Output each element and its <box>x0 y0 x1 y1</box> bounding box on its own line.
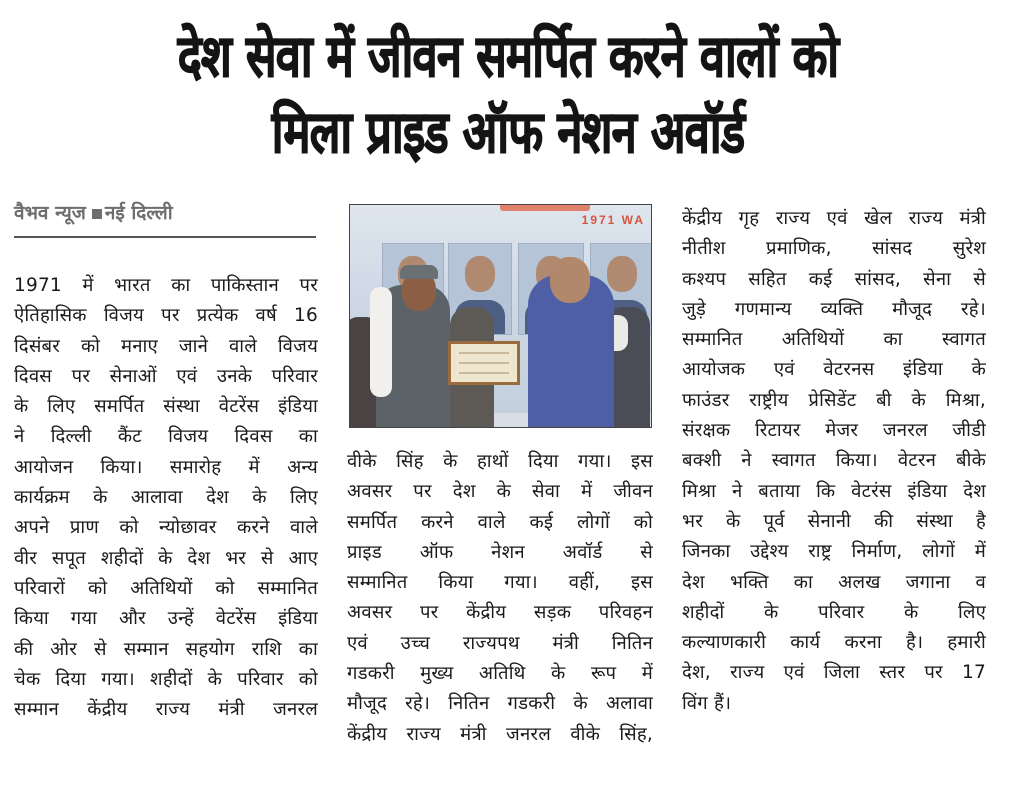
headline-line-1: देश सेवा में जीवन समर्पित करने वालों को <box>177 22 839 90</box>
text-line: बक्शी ने स्वागत किया। वेटरन बीके <box>682 450 986 472</box>
headline-line-2: मिला प्राइड ऑफ नेशन अवॉर्ड <box>271 98 745 166</box>
text-line: आयोजक एवं वेटरनस इंडिया के <box>682 359 986 381</box>
text-line: के लिए समर्पित संस्था वेटरेंस इंडिया <box>14 396 318 418</box>
text-line: जुड़े गणमान्य व्यक्ति मौजूद रहे। <box>682 298 986 320</box>
text-line: किया गया और उन्हें वेटरेंस इंडिया <box>14 608 318 630</box>
text-line: दिवस पर सेनाओं एवं उनके परिवार <box>14 365 318 387</box>
text-line: ने दिल्ली कैंट विजय दिवस का <box>14 426 318 448</box>
text-line: जिनका उद्देश्य राष्ट्र निर्माण, लोगों में <box>682 541 986 563</box>
text-line: आयोजन किया। समारोह में अन्य <box>14 456 318 478</box>
text-line: देश भक्ति का अलख जगाना व <box>682 571 986 593</box>
text-line: 1971 में भारत का पाकिस्तान पर <box>14 275 318 296</box>
text-line: संरक्षक रिटायर मेजर जनरल जीडी <box>682 420 986 442</box>
text-line: केंद्रीय राज्य मंत्री जनरल वीके सिंह, <box>347 723 653 745</box>
text-line: की ओर से सम्मान सहयोग राशि का <box>14 638 318 660</box>
text-line: कार्यक्रम के आलावा देश के लिए <box>14 487 318 509</box>
column-3-text <box>682 204 986 719</box>
column-1-text <box>14 271 318 725</box>
text-line: मिश्रा ने बताया कि वेटरंस इंडिया देश <box>682 480 986 502</box>
text-line: भर के पूर्व सेनानी की संस्था है <box>682 510 986 532</box>
byline-location: नई दिल्ली <box>104 202 173 224</box>
text-line: कश्यप सहित कई सांसद, सेना से <box>682 268 986 290</box>
article-column-1 <box>14 196 318 725</box>
text-line: शहीदों के परिवार के लिए <box>682 601 986 623</box>
text-line: एवं उच्च राज्यपथ मंत्री नितिन <box>347 632 653 654</box>
banner-text: 1971 WA <box>581 213 645 227</box>
text-line: सम्मानित किया गया। वहीं, इस <box>347 572 653 594</box>
text-line: वीर सपूत शहीदों के देश भर से आए <box>14 547 318 569</box>
text-line: नीतीश प्रमाणिक, सांसद सुरेश <box>682 238 986 260</box>
text-line: सम्मानित अतिथियों का स्वागत <box>682 329 986 351</box>
text-line: केंद्रीय गृह राज्य एवं खेल राज्य मंत्री <box>682 208 986 229</box>
byline-source: वैभव न्यूज <box>14 202 86 224</box>
text-line: समर्पित करने वाले कई लोगों को <box>347 511 653 533</box>
text-line: दिसंबर को मनाए जाने वाले विजय <box>14 335 318 357</box>
text-line: कल्याणकारी कार्य करना है। हमारी <box>682 632 986 654</box>
text-line: चेक दिया गया। शहीदों के परिवार को <box>14 668 318 690</box>
text-line: अवसर पर देश के सेवा में जीवन <box>347 481 653 503</box>
text-line: प्राइड ऑफ नेशन अवॉर्ड से <box>347 541 653 563</box>
article-column-2 <box>347 196 653 750</box>
text-line: ऐतिहासिक विजय पर प्रत्येक वर्ष 16 <box>14 305 318 327</box>
text-line: फाउंडर राष्ट्रीय प्रेसिडेंट बी के मिश्रा, <box>682 389 986 411</box>
text-line: मौजूद रहे। नितिन गडकरी के अलावा <box>347 693 653 715</box>
square-bullet-icon <box>92 209 102 219</box>
byline <box>14 196 318 232</box>
text-line: परिवारों को अतिथियों को सम्मानित <box>14 577 318 599</box>
text-line: अपने प्राण को न्योछावर करने वाले <box>14 517 318 539</box>
text-line: सम्मान केंद्रीय राज्य मंत्री जनरल <box>14 699 318 721</box>
text-line: देश, राज्य एवं जिला स्तर पर 17 <box>682 662 986 684</box>
text-line: वीके सिंह के हाथों दिया गया। इस <box>347 451 653 472</box>
headline <box>0 18 1016 170</box>
byline-divider <box>14 236 316 238</box>
column-2-text <box>347 447 653 750</box>
article-column-3 <box>682 196 986 719</box>
text-line: अवसर पर केंद्रीय सड़क परिवहन <box>347 602 653 624</box>
text-line: गडकरी मुख्य अतिथि के रूप में <box>347 663 653 685</box>
text-line: विंग हैं। <box>682 692 732 714</box>
